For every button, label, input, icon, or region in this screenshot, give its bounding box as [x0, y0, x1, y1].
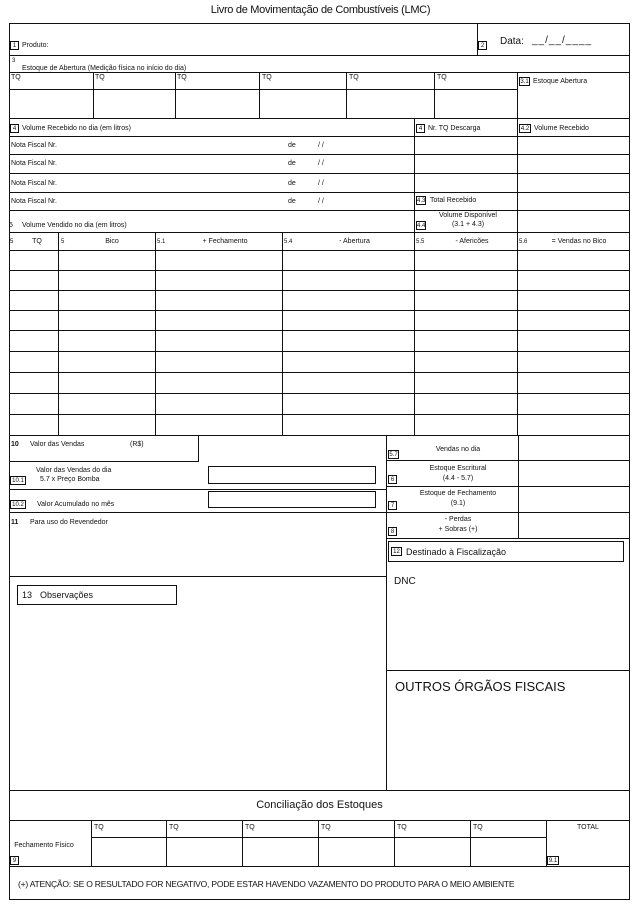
divider [9, 72, 630, 73]
section-number: 6 [388, 475, 397, 484]
daily-sales-value-label: Valor das Vendas do dia [36, 467, 112, 474]
tank-label: TQ [95, 74, 105, 81]
divider [517, 118, 518, 232]
book-stock-formula: (4.4 - 5.7) [442, 475, 474, 482]
divider [386, 460, 630, 461]
table-row [9, 372, 630, 373]
section-number: 9.1 [548, 858, 558, 864]
divider [386, 512, 630, 513]
divider [9, 489, 386, 490]
physical-closing-label: Fechamento Físico [14, 842, 74, 849]
discharge-tank-label: Nr. TQ Descarga [428, 125, 481, 132]
closing-stock-formula: (9.1) [450, 500, 466, 507]
section-number: 10.1 [10, 476, 26, 485]
divider [414, 232, 415, 435]
invoice-date-label: de [288, 142, 296, 149]
reconciliation-title: Conciliação dos Estoques [256, 799, 383, 811]
column-header-nozzle-sales: = Vendas no Bico [551, 238, 607, 245]
reseller-use-label: Para uso do Revendedor [30, 519, 108, 526]
book-stock-label: Estoque Escritural [429, 465, 487, 472]
table-row [9, 270, 630, 271]
section-number: 12 [391, 547, 402, 556]
divider [386, 435, 387, 790]
section-number: 4.2 [520, 126, 530, 132]
column-number: 5 [10, 239, 14, 245]
form-title: Livro de Movimentação de Combustíveis (LMC) [210, 4, 431, 16]
divider [414, 118, 415, 232]
divider [9, 820, 630, 821]
divider [394, 820, 395, 866]
divider [155, 232, 156, 435]
divider [9, 576, 386, 577]
tank-label: TQ [94, 824, 104, 831]
section-number: 11 [11, 519, 19, 526]
section-number: 10 [11, 441, 19, 448]
daily-sales-label: Vendas no dia [435, 446, 481, 453]
divider [9, 154, 630, 155]
daily-sales-value-field[interactable] [208, 466, 376, 484]
tank-label: TQ [321, 824, 331, 831]
divider [9, 89, 518, 90]
table-row [9, 393, 630, 394]
inspection-label: Destinado à Fiscalização [406, 547, 507, 557]
opening-stock-total-label: Estoque Abertura [533, 78, 588, 85]
divider [9, 118, 630, 119]
divider [434, 72, 435, 118]
tank-label: TQ [349, 74, 359, 81]
divider [282, 232, 283, 435]
table-row [9, 414, 630, 415]
section-number: 13 [22, 590, 33, 600]
available-volume-formula: (3.1 + 4.3) [451, 221, 485, 228]
sold-volume-label-number: 5 [9, 222, 13, 229]
opening-stock-label: Estoque de Abertura (Medição física no início do dia) [22, 65, 187, 72]
invoice-date-label: de [288, 180, 296, 187]
sales-value-label: Valor das Vendas [30, 441, 85, 448]
divider [517, 232, 518, 435]
date-field[interactable]: __/__/____ [532, 35, 593, 46]
section-number: 4 [10, 124, 19, 133]
column-number: 5.4 [284, 239, 293, 245]
column-header-calibrations: - Afericões [455, 238, 489, 245]
invoice-date-field[interactable]: / / [318, 180, 324, 187]
column-number: 5.5 [416, 239, 425, 245]
divider [9, 866, 630, 867]
section-number: 2 [478, 41, 487, 50]
section-number: 3 [12, 58, 16, 64]
tank-label: TQ [437, 74, 447, 81]
total-received-label: Total Recebido [430, 197, 477, 204]
tank-label: TQ [397, 824, 407, 831]
column-header-tank: TQ [32, 238, 42, 245]
column-header-nozzle: Bico [105, 238, 119, 245]
section-number: 4 [416, 124, 425, 133]
invoice-date-label: de [288, 198, 296, 205]
divider [9, 232, 630, 233]
section-number: 7 [388, 501, 397, 510]
losses-label: - Perdas [444, 516, 472, 523]
tank-label: TQ [473, 824, 483, 831]
column-header-opening: - Abertura [339, 238, 370, 245]
sold-volume-label: Volume Vendido no dia (em litros) [22, 222, 127, 229]
divider [386, 538, 630, 539]
section-number: 10.2 [10, 500, 26, 509]
divider [9, 173, 630, 174]
table-row [9, 351, 630, 352]
invoice-label: Nota Fiscal Nr. [11, 180, 57, 187]
divider [318, 820, 319, 866]
divider [93, 72, 94, 118]
invoice-date-field[interactable]: / / [318, 142, 324, 149]
sales-value-box [9, 435, 199, 462]
table-row [9, 310, 630, 311]
section-number: 9 [10, 856, 19, 865]
divider [9, 192, 630, 193]
date-label: Data: [500, 36, 524, 47]
environmental-warning: (+) ATENÇÃO: SE O RESULTADO FOR NEGATIVO, PODE ESTAR HAVENDO VAZAMENTO DO PRODUTO PARA O MEIO AMBIENTE [18, 879, 515, 889]
section-number: 5.7 [389, 452, 398, 458]
divider [58, 232, 59, 435]
section-number: 3.1 [520, 79, 529, 85]
divider [9, 250, 630, 251]
section-number: 4.3 [417, 198, 426, 204]
divider [242, 820, 243, 866]
section-number: 4.4 [417, 223, 426, 229]
table-row [9, 330, 630, 331]
invoice-date-label: de [288, 160, 296, 167]
divider [517, 72, 518, 118]
column-header-closing: + Fechamento [202, 238, 248, 245]
column-number: 5.1 [157, 239, 166, 245]
divider [346, 72, 347, 118]
tank-label: TQ [262, 74, 272, 81]
monthly-sales-value-field[interactable] [208, 491, 376, 508]
dnc-label: DNC [394, 576, 416, 587]
divider [9, 55, 630, 56]
table-row [9, 290, 630, 291]
divider [9, 210, 630, 211]
tank-label: TQ [169, 824, 179, 831]
divider [9, 136, 630, 137]
section-number: 8 [388, 527, 397, 536]
divider [386, 670, 630, 671]
divider [9, 790, 630, 791]
received-volume-col-label: Volume Recebido [534, 125, 589, 132]
divider [166, 820, 167, 866]
sales-value-unit: (R$) [130, 441, 144, 448]
gains-label: + Sobras (+) [438, 526, 478, 533]
invoice-label: Nota Fiscal Nr. [11, 160, 57, 167]
divider [175, 72, 176, 118]
available-volume-label: Volume Disponível [439, 212, 497, 219]
daily-sales-value-formula: 5.7 x Preço Bomba [40, 476, 100, 483]
total-label: TOTAL [577, 824, 599, 831]
product-label: Produto: [22, 42, 49, 49]
tank-label: TQ [245, 824, 255, 831]
received-volume-label: Volume Recebido no dia (em litros) [22, 125, 131, 132]
other-agencies-label: OUTROS ÓRGÃOS FISCAIS [395, 679, 566, 694]
divider [9, 512, 386, 513]
divider [477, 23, 478, 55]
divider [259, 72, 260, 118]
invoice-date-field[interactable]: / / [318, 198, 324, 205]
invoice-label: Nota Fiscal Nr. [11, 198, 57, 205]
divider [91, 820, 92, 866]
divider [470, 820, 471, 866]
tank-label: TQ [11, 74, 21, 81]
column-number: 5 [61, 239, 65, 245]
divider [386, 486, 630, 487]
invoice-date-field[interactable]: / / [318, 160, 324, 167]
tank-label: TQ [177, 74, 187, 81]
observations-label: Observações [40, 590, 94, 600]
closing-stock-label: Estoque de Fechamento [419, 490, 497, 497]
column-number: 5.6 [519, 239, 528, 245]
section-number: 1 [10, 41, 19, 50]
monthly-sales-value-label: Valor Acumulado no mês [37, 501, 115, 508]
invoice-label: Nota Fiscal Nr. [11, 142, 57, 149]
